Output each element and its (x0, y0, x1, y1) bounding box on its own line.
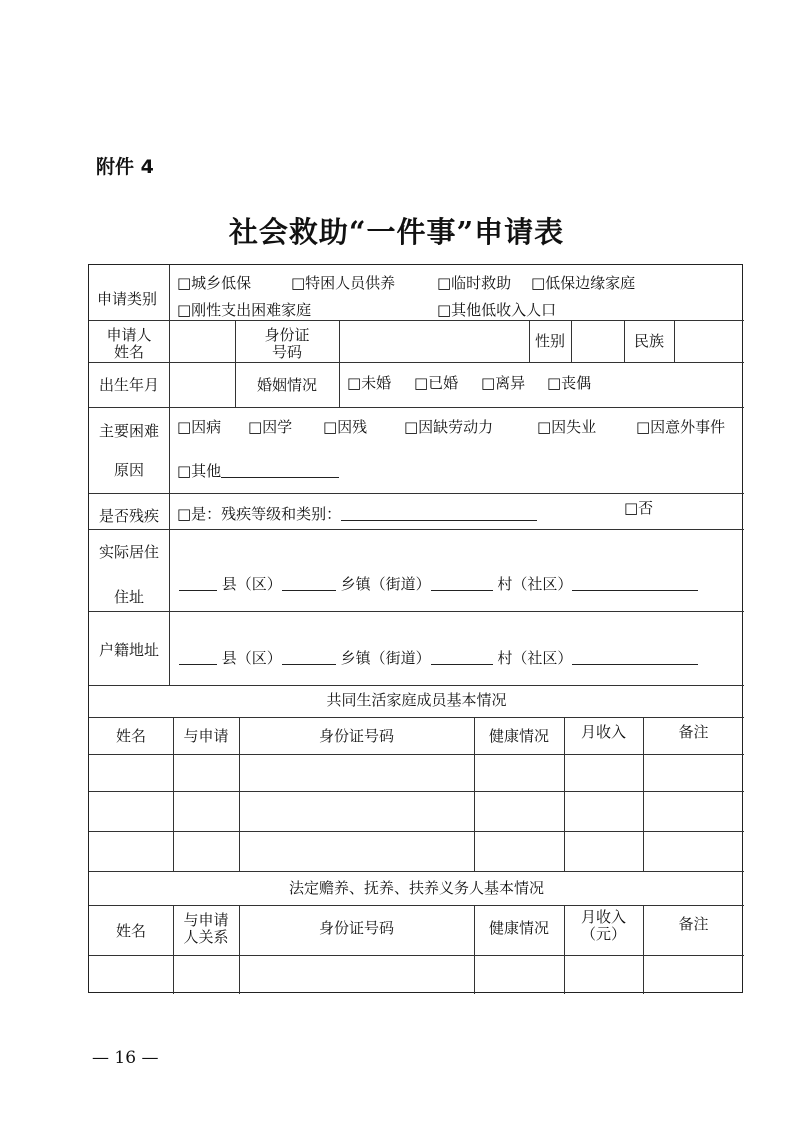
residence-label-line2: 住址 (113, 588, 144, 606)
checkbox-dibao-marginal[interactable]: □低保边缘家庭 (531, 274, 636, 292)
checkbox-urban-rural-dibao[interactable]: □城乡低保 (177, 274, 252, 292)
dependents-header-relation: 与申请 人关系 (183, 911, 229, 946)
attachment-label: 附件 4 (96, 156, 154, 178)
checkbox-divorced[interactable]: □离异 (481, 374, 526, 392)
ethnicity-label: 民族 (633, 332, 664, 350)
family-header-income: 月收入 (580, 723, 626, 741)
checkbox-widowed[interactable]: □丧偶 (547, 374, 592, 392)
dependents-header-health: 健康情况 (488, 919, 549, 937)
residence-address-fields[interactable]: 县（区） 乡镇（街道） 村（社区） (179, 576, 698, 592)
form-title: 社会救助“一件事”申请表 (228, 215, 565, 249)
dependents-header-income: 月收入 （元） (580, 908, 626, 943)
checkbox-disability[interactable]: □因残 (323, 418, 368, 436)
category-label: 申请类别 (97, 290, 158, 308)
checkbox-temporary-aid[interactable]: □临时救助 (437, 274, 512, 292)
checkbox-disabled-yes[interactable]: □是：残疾等级和类别： (177, 506, 537, 522)
hardship-label-line2: 原因 (113, 461, 144, 479)
family-header-relation: 与申请 (183, 727, 229, 745)
family-header-name: 姓名 (115, 727, 146, 745)
family-header-notes: 备注 (678, 723, 709, 741)
checkbox-lack-labor[interactable]: □因缺劳动力 (404, 418, 494, 436)
applicant-name-label: 申请人 姓名 (106, 326, 152, 361)
household-address-fields[interactable]: 县（区） 乡镇（街道） 村（社区） (179, 650, 698, 666)
family-header-health: 健康情况 (488, 727, 549, 745)
id-number-label: 身份证 号码 (264, 326, 310, 361)
residence-label-line1: 实际居住 (98, 543, 159, 561)
checkbox-rigid-expense[interactable]: □刚性支出困难家庭 (177, 301, 312, 319)
checkbox-education[interactable]: □因学 (248, 418, 293, 436)
checkbox-unmarried[interactable]: □未婚 (347, 374, 392, 392)
checkbox-other-reason[interactable]: □其他 (177, 463, 339, 479)
page-number: — 16 — (92, 1048, 159, 1068)
disability-label: 是否残疾 (98, 507, 159, 525)
family-header-id: 身份证号码 (318, 727, 394, 745)
checkbox-accident[interactable]: □因意外事件 (636, 418, 726, 436)
birth-label: 出生年月 (98, 376, 159, 394)
family-section-title: 共同生活家庭成员基本情况 (326, 691, 507, 709)
dependents-header-notes: 备注 (678, 915, 709, 933)
household-label: 户籍地址 (98, 641, 159, 659)
dependents-header-name: 姓名 (115, 922, 146, 940)
dependents-section-title: 法定赡养、抚养、扶养义务人基本情况 (288, 879, 544, 897)
checkbox-other-low-income[interactable]: □其他低收入人口 (437, 301, 557, 319)
hardship-label-line1: 主要困难 (98, 422, 159, 440)
checkbox-special-poverty[interactable]: □特困人员供养 (291, 274, 396, 292)
checkbox-married[interactable]: □已婚 (414, 374, 459, 392)
checkbox-unemployment[interactable]: □因失业 (537, 418, 597, 436)
dependents-header-id: 身份证号码 (318, 919, 394, 937)
checkbox-illness[interactable]: □因病 (177, 418, 222, 436)
checkbox-disabled-no[interactable]: □否 (624, 499, 654, 517)
application-form-table (88, 264, 743, 993)
gender-label: 性别 (534, 332, 565, 350)
marriage-label: 婚姻情况 (256, 376, 317, 394)
